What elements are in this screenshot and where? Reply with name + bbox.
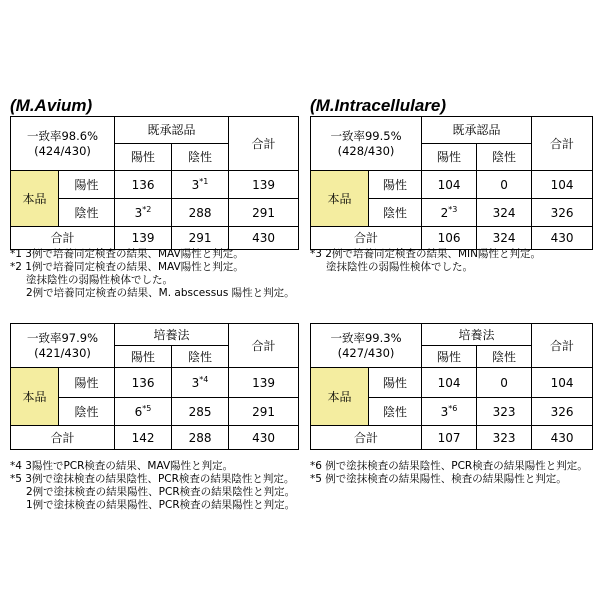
panel-title: (M.Intracellulare) xyxy=(310,96,447,115)
footnote: *6 例で塗抹検査の結果陰性、PCR検査の結果陽性と判定。 xyxy=(310,460,588,472)
cell: 6$^{*5}$ xyxy=(115,398,172,426)
comparison-table xyxy=(310,323,593,450)
cell: 139 xyxy=(229,171,299,199)
reference-method: 培養法 xyxy=(422,324,532,346)
cell: 136 xyxy=(115,171,172,199)
cell: 430 xyxy=(532,426,593,450)
col-positive: 陽性 xyxy=(115,346,172,368)
cell: 139 xyxy=(229,368,299,398)
agreement-rate: 一致率98.6% (424/430) xyxy=(11,117,115,171)
footnote: *4 3陽性でPCR検査の結果、MAV陽性と判定。 xyxy=(10,460,234,472)
agreement-rate: 一致率99.5% (428/430) xyxy=(311,117,422,171)
cell: 430 xyxy=(229,426,299,450)
cell: 0 xyxy=(477,368,532,398)
total-header: 合計 xyxy=(229,324,299,368)
col-negative: 陰性 xyxy=(477,346,532,368)
comparison-table xyxy=(10,116,299,250)
col-negative: 陰性 xyxy=(172,346,229,368)
reference-method: 既承認品 xyxy=(115,117,229,144)
row-negative: 陰性 xyxy=(59,398,115,426)
footnote: 2例で塗抹検査の結果陽性、PCR検査の結果陰性と判定。 xyxy=(26,486,296,498)
cell: 104 xyxy=(532,368,593,398)
agreement-rate: 一致率97.9% (421/430) xyxy=(11,324,115,368)
cell: 324 xyxy=(477,199,532,227)
row-total: 合計 xyxy=(11,426,115,450)
footnote: 2例で培養同定検査の結果、M. abscessus 陽性と判定。 xyxy=(26,287,295,299)
footnote: 1例で塗抹検査の結果陽性、PCR検査の結果陽性と判定。 xyxy=(26,499,296,511)
cell: 285 xyxy=(172,398,229,426)
total-header: 合計 xyxy=(532,117,593,171)
row-positive: 陽性 xyxy=(59,368,115,398)
cell: 104 xyxy=(532,171,593,199)
cell: 3$^{*6}$ xyxy=(422,398,477,426)
footnotes xyxy=(10,248,295,300)
reference-method: 培養法 xyxy=(115,324,229,346)
footnote: *1 3例で培養同定検査の結果、MAV陽性と判定。 xyxy=(10,248,244,260)
comparison-table xyxy=(10,323,299,450)
cell: 323 xyxy=(477,398,532,426)
cell: 104 xyxy=(422,171,477,199)
cell: 104 xyxy=(422,368,477,398)
row-total: 合計 xyxy=(311,227,422,250)
footnotes xyxy=(10,460,295,512)
total-header: 合計 xyxy=(532,324,593,368)
cell: 3$^{*1}$ xyxy=(172,171,229,199)
cell: 291 xyxy=(229,199,299,227)
row-positive: 陽性 xyxy=(369,171,422,199)
row-positive: 陽性 xyxy=(59,171,115,199)
footnote: *2 1例で培養同定検査の結果、MAV陽性と判定。 xyxy=(10,261,244,273)
product-label: 本品 xyxy=(11,171,59,227)
row-negative: 陰性 xyxy=(369,398,422,426)
col-positive: 陽性 xyxy=(115,144,172,171)
total-header: 合計 xyxy=(229,117,299,171)
row-negative: 陰性 xyxy=(369,199,422,227)
cell: 288 xyxy=(172,199,229,227)
product-label: 本品 xyxy=(11,368,59,426)
footnotes xyxy=(310,248,541,274)
cell: 2$^{*3}$ xyxy=(422,199,477,227)
footnote: 塗抹陰性の弱陽性検体でした。 xyxy=(326,261,473,273)
cell: 288 xyxy=(172,426,229,450)
row-positive: 陽性 xyxy=(369,368,422,398)
cell: 107 xyxy=(422,426,477,450)
reference-method: 既承認品 xyxy=(422,117,532,144)
cell: 291 xyxy=(172,227,229,250)
cell: 3$^{*2}$ xyxy=(115,199,172,227)
footnote: *5 例で塗抹検査の結果陽性、検査の結果陽性と判定。 xyxy=(310,473,567,485)
footnotes xyxy=(310,460,588,486)
cell: 0 xyxy=(477,171,532,199)
cell: 291 xyxy=(229,398,299,426)
cell: 3$^{*4}$ xyxy=(172,368,229,398)
cell: 430 xyxy=(229,227,299,250)
panel-title: (M.Avium) xyxy=(10,96,93,115)
row-total: 合計 xyxy=(11,227,115,250)
agreement-rate: 一致率99.3% (427/430) xyxy=(311,324,422,368)
row-total: 合計 xyxy=(311,426,422,450)
cell: 326 xyxy=(532,199,593,227)
cell: 139 xyxy=(115,227,172,250)
cell: 136 xyxy=(115,368,172,398)
row-negative: 陰性 xyxy=(59,199,115,227)
footnote: *3 2例で培養同定検査の結果、MIN陽性と判定。 xyxy=(310,248,541,260)
footnote: 塗抹陰性の弱陽性検体でした。 xyxy=(26,274,173,286)
cell: 323 xyxy=(477,426,532,450)
footnote: *5 3例で塗抹検査の結果陰性、PCR検査の結果陰性と判定。 xyxy=(10,473,295,485)
col-negative: 陰性 xyxy=(477,144,532,171)
col-negative: 陰性 xyxy=(172,144,229,171)
cell: 324 xyxy=(477,227,532,250)
cell: 142 xyxy=(115,426,172,450)
col-positive: 陽性 xyxy=(422,144,477,171)
product-label: 本品 xyxy=(311,368,369,426)
cell: 326 xyxy=(532,398,593,426)
comparison-table xyxy=(310,116,593,250)
col-positive: 陽性 xyxy=(422,346,477,368)
cell: 430 xyxy=(532,227,593,250)
product-label: 本品 xyxy=(311,171,369,227)
cell: 106 xyxy=(422,227,477,250)
